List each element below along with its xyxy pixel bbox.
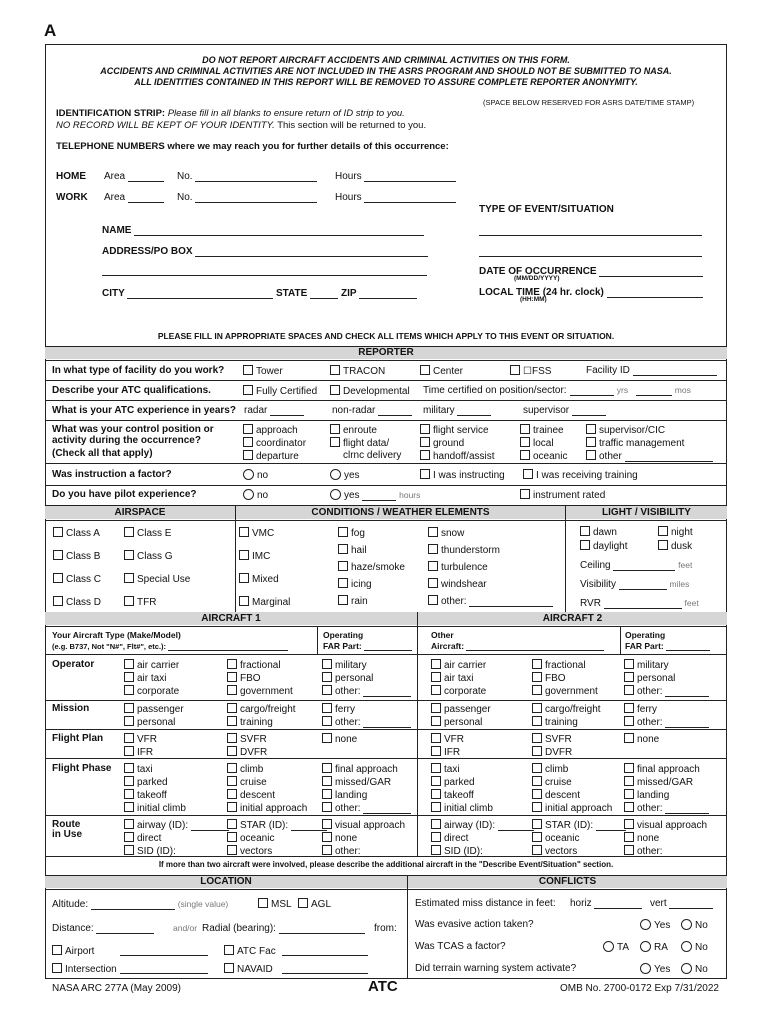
icing-checkbox[interactable]: icing <box>338 578 372 590</box>
ac2-air-taxi[interactable]: air taxi <box>431 672 473 684</box>
date-field[interactable]: DATE OF OCCURRENCE <box>479 266 703 277</box>
id-strip-text: Please fill in all blanks to ensure return of ID strip to you. <box>167 108 405 119</box>
ac1-star[interactable]: STAR (ID): <box>227 819 327 831</box>
other-weather-checkbox[interactable]: other: <box>428 595 553 607</box>
visibility-field[interactable]: Visibility miles <box>580 579 690 590</box>
name-field[interactable]: NAME <box>102 225 424 236</box>
handoff-checkbox[interactable]: handoff/assist <box>420 450 495 462</box>
ac1-initial-climb[interactable]: initial climb <box>124 802 186 814</box>
warning-line-3: ALL IDENTITIES CONTAINED IN THIS REPORT WILL BE REMOVED TO ASSURE COMPLETE REPORTER ANONYMITY. <box>134 77 638 87</box>
ac1-cargo[interactable]: cargo/freight <box>227 703 296 715</box>
aircraft-1-header: AIRCRAFT 1 <box>45 612 417 625</box>
ac2-air-carrier[interactable]: air carrier <box>431 659 486 671</box>
ac2-government[interactable]: government <box>532 685 598 697</box>
departure-checkbox[interactable]: departure <box>243 450 299 462</box>
far-part-label-2: Operating <box>625 630 666 640</box>
ac2-final-approach[interactable]: final approach <box>624 763 700 775</box>
ac1-svfr[interactable]: SVFR <box>227 733 267 745</box>
aircraft-type-example[interactable]: (e.g. B737, Not "N#", Flt#", etc.): <box>52 642 288 651</box>
conflicts-header: CONFLICTS <box>408 875 727 888</box>
developmental-checkbox[interactable]: Developmental <box>330 385 410 397</box>
phone-title: TELEPHONE NUMBERS where we may reach you for further details of this occurrence: <box>56 141 449 152</box>
id-strip-record: NO RECORD WILL BE KEPT OF YOUR IDENTITY. <box>56 120 275 131</box>
ac1-parked[interactable]: parked <box>124 776 168 788</box>
ac1-airway[interactable]: airway (ID): <box>124 819 229 831</box>
flight-service-checkbox[interactable]: flight service <box>420 424 489 436</box>
far-part-label-1: Operating <box>323 630 364 640</box>
route-label-2: in Use <box>52 829 83 840</box>
hail-checkbox[interactable]: hail <box>338 544 367 556</box>
distance-field[interactable]: Distance: <box>52 923 154 934</box>
form-number: NASA ARC 277A (May 2009) <box>52 983 181 994</box>
light-header: LIGHT / VISIBILITY <box>566 506 727 519</box>
location-header: LOCATION <box>45 875 407 888</box>
work-number[interactable]: No. <box>177 192 317 203</box>
mixed-checkbox[interactable]: Mixed <box>239 573 279 585</box>
ac2-mission-personal[interactable]: personal <box>431 716 482 728</box>
ac1-sid[interactable]: SID (ID): <box>124 845 229 857</box>
night-checkbox[interactable]: night <box>658 526 693 538</box>
address-field[interactable]: ADDRESS/PO BOX <box>102 246 428 257</box>
thunderstorm-checkbox[interactable]: thunderstorm <box>428 544 500 556</box>
city-field[interactable]: CITY <box>102 288 273 299</box>
terrain-no-radio[interactable]: No <box>681 963 708 975</box>
class-d-checkbox[interactable]: Class D <box>53 596 101 608</box>
vmc-checkbox[interactable]: VMC <box>239 527 274 539</box>
work-hours[interactable]: Hours <box>335 192 456 203</box>
turbulence-checkbox[interactable]: turbulence <box>428 561 488 573</box>
work-label: WORK <box>56 192 88 203</box>
supervisor-cic-checkbox[interactable]: supervisor/CIC <box>586 424 665 436</box>
supervisor-years[interactable]: supervisor <box>523 405 606 416</box>
ac2-svfr[interactable]: SVFR <box>532 733 572 745</box>
ac1-direct[interactable]: direct <box>124 832 161 844</box>
from-label: from: <box>374 923 397 934</box>
windshear-checkbox[interactable]: windshear <box>428 578 487 590</box>
ac1-climb[interactable]: climb <box>227 763 263 775</box>
q-experience: What is your ATC experience in years? <box>52 405 236 416</box>
center-checkbox[interactable]: Center <box>420 365 463 377</box>
ceiling-field[interactable]: Ceiling feet <box>580 560 693 571</box>
enroute-checkbox[interactable]: enroute <box>330 424 377 436</box>
altitude-field[interactable]: Altitude: (single value) <box>52 899 229 910</box>
ac1-fractional[interactable]: fractional <box>227 659 281 671</box>
ac1-taxi[interactable]: taxi <box>124 763 153 775</box>
ac2-dvfr[interactable]: DVFR <box>532 746 572 758</box>
ac2-descent[interactable]: descent <box>532 789 580 801</box>
state-field[interactable]: STATE <box>276 288 338 299</box>
ac2-plan-none[interactable]: none <box>624 733 659 745</box>
event-type-label: TYPE OF EVENT/SITUATION <box>479 204 614 215</box>
receiving-training-checkbox[interactable]: I was receiving training <box>523 469 638 481</box>
ac2-ifr[interactable]: IFR <box>431 746 460 758</box>
time-format: (HH:MM) <box>520 296 547 303</box>
and-or-label: and/or <box>173 923 198 933</box>
time-field[interactable]: LOCAL TIME (24 hr. clock) <box>479 287 703 298</box>
route-label-1: Route <box>52 819 81 830</box>
instruction-yes-radio[interactable]: yes <box>330 469 360 481</box>
other-position-checkbox[interactable]: other <box>586 450 713 462</box>
class-g-checkbox[interactable]: Class G <box>124 550 173 562</box>
radar-years[interactable]: radar <box>244 405 304 416</box>
ac1-operator-other[interactable]: other: <box>322 685 411 697</box>
ac2-operator-other[interactable]: other: <box>624 685 709 697</box>
daylight-checkbox[interactable]: daylight <box>580 540 627 552</box>
ac2-landing[interactable]: landing <box>624 789 669 801</box>
other-aircraft-label: Other <box>431 630 454 640</box>
mission-label: Mission <box>52 703 90 714</box>
atc-label: ATC <box>368 978 398 995</box>
time-certified-years[interactable]: yrs <box>570 385 628 396</box>
airport-field[interactable] <box>120 945 208 956</box>
marginal-checkbox[interactable]: Marginal <box>239 596 290 608</box>
airport-checkbox[interactable]: Airport <box>52 945 94 957</box>
coordinator-checkbox[interactable]: coordinator <box>243 437 306 449</box>
fully-certified-checkbox[interactable]: Fully Certified <box>243 385 317 397</box>
home-label: HOME <box>56 171 86 182</box>
operator-label: Operator <box>52 659 95 670</box>
atc-fac-checkbox[interactable]: ATC Fac <box>224 945 276 957</box>
ac1-vectors[interactable]: vectors <box>227 845 272 857</box>
ac2-route-other[interactable]: other: <box>624 845 709 857</box>
ac1-cruise[interactable]: cruise <box>227 776 267 788</box>
date-format: (MM/DD/YYYY) <box>514 275 560 282</box>
id-strip-label: IDENTIFICATION STRIP: <box>56 108 166 119</box>
q-qualifications: Describe your ATC qualifications. <box>52 385 211 396</box>
ac2-star[interactable]: STAR (ID): <box>532 819 626 831</box>
fss-checkbox[interactable]: ☐FSS <box>510 365 551 377</box>
time-certified-months[interactable]: mos <box>636 385 691 396</box>
dawn-checkbox[interactable]: dawn <box>580 526 617 538</box>
ac1-air-carrier[interactable]: air carrier <box>124 659 179 671</box>
msl-checkbox[interactable]: MSL <box>258 898 292 910</box>
zip-field[interactable]: ZIP <box>341 288 417 299</box>
ac1-final-approach[interactable]: final approach <box>322 763 398 775</box>
id-strip-returned: This section will be returned to you. <box>277 120 427 131</box>
home-number[interactable]: No. <box>177 171 317 182</box>
dusk-checkbox[interactable]: dusk <box>658 540 692 552</box>
ac2-fractional[interactable]: fractional <box>532 659 586 671</box>
ac1-descent[interactable]: descent <box>227 789 275 801</box>
ac1-government[interactable]: government <box>227 685 293 697</box>
ac2-corporate[interactable]: corporate <box>431 685 486 697</box>
oceanic-checkbox[interactable]: oceanic <box>520 450 567 462</box>
pilot-yes-radio[interactable]: yes hours <box>330 489 420 501</box>
conditions-header: CONDITIONS / WEATHER ELEMENTS <box>236 506 565 519</box>
tcas-question: Was TCAS a factor? <box>415 941 506 952</box>
class-c-checkbox[interactable]: Class C <box>53 573 101 585</box>
q-position-2: activity during the occurrence? <box>52 435 201 446</box>
ac2-climb[interactable]: climb <box>532 763 568 775</box>
agl-checkbox[interactable]: AGL <box>298 898 331 910</box>
special-use-checkbox[interactable]: Special Use <box>124 573 190 585</box>
navaid-checkbox[interactable]: NAVAID <box>224 963 273 975</box>
miss-vert-field[interactable]: vert <box>650 898 713 909</box>
other-aircraft-type[interactable]: Aircraft: <box>431 642 604 651</box>
terrain-question: Did terrain warning system activate? <box>415 963 577 974</box>
q-pilot: Do you have pilot experience? <box>52 489 197 500</box>
rain-checkbox[interactable]: rain <box>338 595 368 607</box>
q-position-3: (Check all that apply) <box>52 448 153 459</box>
clearance-delivery-label: clrnc delivery <box>343 450 402 461</box>
page-letter: A <box>44 21 57 40</box>
warning-line-2: ACCIDENTS AND CRIMINAL ACTIVITIES ARE NOT INCLUDED IN THE ASRS PROGRAM AND SHOULD NOT BE SUBMITTED TO NASA. <box>100 66 672 76</box>
event-type-line-2[interactable] <box>479 246 702 257</box>
ac2-takeoff[interactable]: takeoff <box>431 789 474 801</box>
ac2-direct[interactable]: direct <box>431 832 468 844</box>
approach-checkbox[interactable]: approach <box>243 424 298 436</box>
ac1-corporate[interactable]: corporate <box>124 685 179 697</box>
ac1-initial-approach[interactable]: initial approach <box>227 802 307 814</box>
far-part-1[interactable]: FAR Part: <box>323 642 412 651</box>
class-a-checkbox[interactable]: Class A <box>53 527 100 539</box>
reserved-note: (SPACE BELOW RESERVED FOR ASRS DATE/TIME STAMP) <box>483 98 695 107</box>
tcas-ta-radio[interactable]: TA <box>603 941 629 953</box>
ac2-mission-other[interactable]: other: <box>624 716 709 728</box>
ac1-fbo[interactable]: FBO <box>227 672 261 684</box>
ac1-mission-other[interactable]: other: <box>322 716 411 728</box>
ac1-personal[interactable]: personal <box>322 672 373 684</box>
trainee-checkbox[interactable]: trainee <box>520 424 564 436</box>
navaid-field[interactable] <box>282 963 368 974</box>
fog-checkbox[interactable]: fog <box>338 527 365 539</box>
ac1-landing[interactable]: landing <box>322 789 367 801</box>
q-instruction: Was instruction a factor? <box>52 469 172 480</box>
ac1-ferry[interactable]: ferry <box>322 703 355 715</box>
haze-checkbox[interactable]: haze/smoke <box>338 561 405 573</box>
radial-field[interactable]: Radial (bearing): <box>202 923 365 934</box>
ac2-vfr[interactable]: VFR <box>431 733 464 745</box>
tracon-checkbox[interactable]: TRACON <box>330 365 385 377</box>
instruction-text: PLEASE FILL IN APPROPRIATE SPACES AND CHECK ALL ITEMS WHICH APPLY TO THIS EVENT OR SITUATION. <box>157 331 615 341</box>
miss-horiz-field[interactable]: horiz <box>570 898 642 909</box>
home-area[interactable]: Area <box>104 171 164 182</box>
intersection-checkbox[interactable]: Intersection <box>52 963 117 975</box>
ac2-route-none[interactable]: none <box>624 832 659 844</box>
address-line-2[interactable] <box>102 265 427 276</box>
nonradar-years[interactable]: non-radar <box>332 405 412 416</box>
multi-aircraft-note: If more than two aircraft were involved, please describe the additional aircraft in the "Describe Event/Situation" section. <box>158 860 614 869</box>
facility-id-field[interactable]: Facility ID <box>586 365 717 376</box>
ac2-training[interactable]: training <box>532 716 578 728</box>
airspace-header: AIRSPACE <box>45 506 235 519</box>
ac1-phase-other[interactable]: other: <box>322 802 411 814</box>
work-area[interactable]: Area <box>104 192 164 203</box>
ac1-passenger[interactable]: passenger <box>124 703 184 715</box>
traffic-management-checkbox[interactable]: traffic management <box>586 437 684 449</box>
ac2-passenger[interactable]: passenger <box>431 703 491 715</box>
ac1-route-other[interactable]: other: <box>322 845 411 857</box>
ac2-cruise[interactable]: cruise <box>532 776 572 788</box>
event-type-line-1[interactable] <box>479 225 702 236</box>
flight-phase-label: Flight Phase <box>52 763 112 774</box>
instructing-checkbox[interactable]: I was instructing <box>420 469 505 481</box>
tfr-checkbox[interactable]: TFR <box>124 596 156 608</box>
ac2-ferry[interactable]: ferry <box>624 703 657 715</box>
intersection-field[interactable] <box>120 963 208 974</box>
class-b-checkbox[interactable]: Class B <box>53 550 100 562</box>
q-position-1: What was your control position or <box>52 424 214 435</box>
ac2-parked[interactable]: parked <box>431 776 475 788</box>
warning-line-1: DO NOT REPORT AIRCRAFT ACCIDENTS AND CRIMINAL ACTIVITIES ON THIS FORM. <box>202 55 570 65</box>
aircraft-type-label: Your Aircraft Type (Make/Model) <box>52 630 181 640</box>
home-hours[interactable]: Hours <box>335 171 456 182</box>
ac2-phase-other[interactable]: other: <box>624 802 709 814</box>
ac1-vfr[interactable]: VFR <box>124 733 157 745</box>
ac2-personal[interactable]: personal <box>624 672 675 684</box>
local-checkbox[interactable]: local <box>520 437 554 449</box>
terrain-yes-radio[interactable]: Yes <box>640 963 670 975</box>
aircraft-2-header: AIRCRAFT 2 <box>418 612 727 625</box>
tcas-no-radio[interactable]: No <box>681 941 708 953</box>
ac2-initial-approach[interactable]: initial approach <box>532 802 612 814</box>
ac1-route-none[interactable]: none <box>322 832 357 844</box>
ac1-ifr[interactable]: IFR <box>124 746 153 758</box>
ac1-oceanic[interactable]: oceanic <box>227 832 274 844</box>
rvr-field[interactable]: RVR feet <box>580 598 699 609</box>
pilot-no-radio[interactable]: no <box>243 489 268 501</box>
q-facility: In what type of facility do you work? <box>52 365 225 376</box>
ac1-visual-approach[interactable]: visual approach <box>322 819 405 831</box>
ac1-mission-personal[interactable]: personal <box>124 716 175 728</box>
tcas-ra-radio[interactable]: RA <box>640 941 668 953</box>
evasive-no-radio[interactable]: No <box>681 919 708 931</box>
ac2-oceanic[interactable]: oceanic <box>532 832 579 844</box>
ac2-visual-approach[interactable]: visual approach <box>624 819 707 831</box>
class-e-checkbox[interactable]: Class E <box>124 527 171 539</box>
snow-checkbox[interactable]: snow <box>428 527 464 539</box>
ac2-fbo[interactable]: FBO <box>532 672 566 684</box>
atc-fac-field[interactable] <box>282 945 368 956</box>
ac2-vectors[interactable]: vectors <box>532 845 577 857</box>
ac2-initial-climb[interactable]: initial climb <box>431 802 493 814</box>
ac1-dvfr[interactable]: DVFR <box>227 746 267 758</box>
evasive-yes-radio[interactable]: Yes <box>640 919 670 931</box>
ac1-military[interactable]: military <box>322 659 367 671</box>
ac1-plan-none[interactable]: none <box>322 733 357 745</box>
ac1-missed[interactable]: missed/GAR <box>322 776 391 788</box>
ac2-missed[interactable]: missed/GAR <box>624 776 693 788</box>
evasive-question: Was evasive action taken? <box>415 919 534 930</box>
ac1-training[interactable]: training <box>227 716 273 728</box>
reporter-header: REPORTER <box>45 346 727 359</box>
ac2-sid[interactable]: SID (ID): <box>431 845 534 857</box>
far-part-2[interactable]: FAR Part: <box>625 642 710 651</box>
ac2-cargo[interactable]: cargo/freight <box>532 703 601 715</box>
ac1-takeoff[interactable]: takeoff <box>124 789 167 801</box>
imc-checkbox[interactable]: IMC <box>239 550 270 562</box>
time-certified-label: Time certified on position/sector: <box>423 385 567 396</box>
ground-checkbox[interactable]: ground <box>420 437 464 449</box>
ac2-military[interactable]: military <box>624 659 669 671</box>
flight-plan-label: Flight Plan <box>52 733 104 744</box>
instrument-rated-checkbox[interactable]: instrument rated <box>520 489 605 501</box>
instruction-no-radio[interactable]: no <box>243 469 268 481</box>
ac2-taxi[interactable]: taxi <box>431 763 460 775</box>
miss-distance-label: Estimated miss distance in feet: <box>415 898 556 909</box>
omb-number: OMB No. 2700-0172 Exp 7/31/2022 <box>560 983 719 994</box>
tower-checkbox[interactable]: Tower <box>243 365 283 377</box>
ac2-airway[interactable]: airway (ID): <box>431 819 534 831</box>
flight-data-checkbox[interactable]: flight data/ <box>330 437 389 449</box>
military-years[interactable]: military <box>423 405 491 416</box>
ac1-air-taxi[interactable]: air taxi <box>124 672 166 684</box>
